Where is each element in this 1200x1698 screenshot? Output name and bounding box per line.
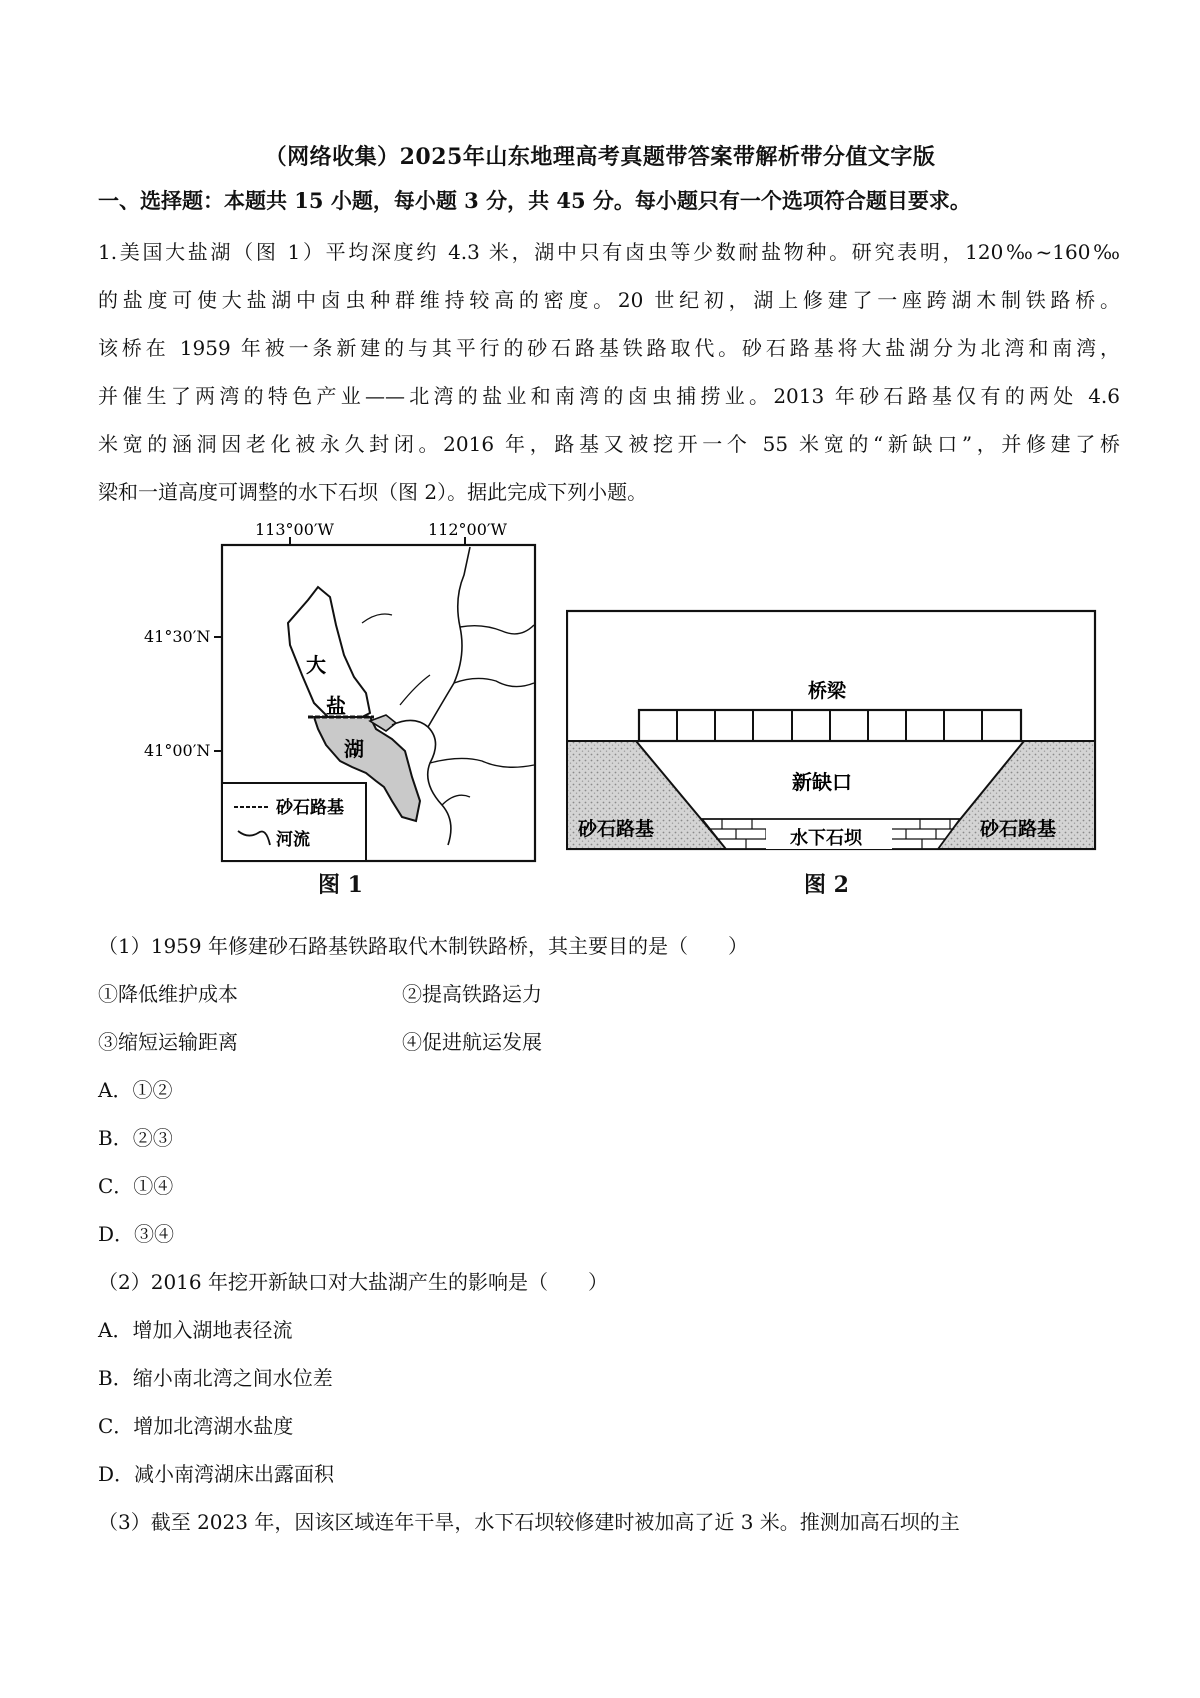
dam-label: 水下石坝	[790, 828, 862, 849]
document-title: （网络收集）2025年山东地理高考真题带答案带解析带分值文字版	[264, 144, 936, 170]
intro-line: 该桥在 1959 年被一条新建的与其平行的砂石路基铁路取代。砂石路基将大盐湖分为北湾和南湾，	[98, 336, 1120, 360]
q1-item-2: ②提高铁路运力	[402, 982, 542, 1006]
figure-1-map	[130, 515, 550, 865]
lat-label-4100: 41°00′N	[144, 741, 211, 760]
lake-char: 湖	[344, 737, 364, 761]
map-svg	[130, 515, 550, 865]
q1-option-a: A．①②	[98, 1078, 173, 1102]
intro-line: 米宽的涵洞因老化被永久封闭。2016 年，路基又被挖开一个 55 米宽的“新缺口”，并修建了桥	[98, 432, 1120, 456]
q2-option-a: A．增加入湖地表径流	[98, 1318, 293, 1342]
legend-roadbed: 砂石路基	[276, 798, 344, 818]
lat-label-4130: 41°30′N	[144, 627, 211, 646]
q1-stem: （1）1959 年修建砂石路基铁路取代木制铁路桥，其主要目的是（ ）	[98, 934, 748, 958]
section-heading: 一、选择题：本题共 15 小题，每小题 3 分，共 45 分。每小题只有一个选项符合题目要求。	[98, 188, 971, 213]
q1-item-1: ①降低维护成本	[98, 982, 238, 1006]
q1-items-row-1	[98, 978, 542, 1007]
q1-option-b: B．②③	[98, 1126, 173, 1150]
roadbed-left-label: 砂石路基	[578, 818, 655, 840]
q2-option-c: C．增加北湾湖水盐度	[98, 1414, 294, 1438]
lon-label-112: 112°00′W	[428, 520, 507, 539]
q1-option-c: C．①④	[98, 1174, 174, 1198]
lon-label-113: 113°00′W	[255, 520, 334, 539]
intro-line: 梁和一道高度可调整的水下石坝（图 2）。据此完成下列小题。	[98, 480, 648, 504]
roadbed-right-label: 砂石路基	[980, 818, 1057, 840]
q1-option-d: D．③④	[98, 1222, 175, 1246]
lake-char: 大	[306, 653, 326, 677]
bridge-label: 桥梁	[808, 680, 847, 702]
q3-stem: （3）截至 2023 年，因该区域连年干旱，水下石坝较修建时被加高了近 3 米。推测加高石坝的主	[98, 1510, 960, 1534]
q1-items-row-2	[98, 1026, 542, 1055]
question-intro	[98, 228, 1120, 516]
q1-item-3: ③缩短运输距离	[98, 1030, 238, 1054]
diagram-svg	[566, 603, 1106, 853]
intro-line: 的盐度可使大盐湖中卤虫种群维持较高的密度。20 世纪初，湖上修建了一座跨湖木制铁路桥。	[98, 288, 1120, 312]
legend-river: 河流	[276, 830, 310, 850]
gap-label: 新缺口	[792, 770, 852, 794]
intro-line: 1.美国大盐湖（图 1）平均深度约 4.3 米，湖中只有卤虫等少数耐盐物种。研究表明，120‰~160‰	[98, 240, 1120, 264]
lake-char: 盐	[326, 694, 346, 718]
intro-line: 并催生了两湾的特色产业——北湾的盐业和南湾的卤虫捕捞业。2013 年砂石路基仅有的两处 4.6	[98, 384, 1120, 408]
q2-option-d: D．减小南湾湖床出露面积	[98, 1462, 335, 1486]
figure-2-diagram	[566, 603, 1106, 853]
q2-stem: （2）2016 年挖开新缺口对大盐湖产生的影响是（ ）	[98, 1270, 608, 1294]
q1-item-4: ④促进航运发展	[402, 1030, 542, 1054]
figure-2-caption: 图 2	[804, 872, 849, 898]
figure-1-caption: 图 1	[318, 872, 363, 898]
q2-option-b: B．缩小南北湾之间水位差	[98, 1366, 333, 1390]
